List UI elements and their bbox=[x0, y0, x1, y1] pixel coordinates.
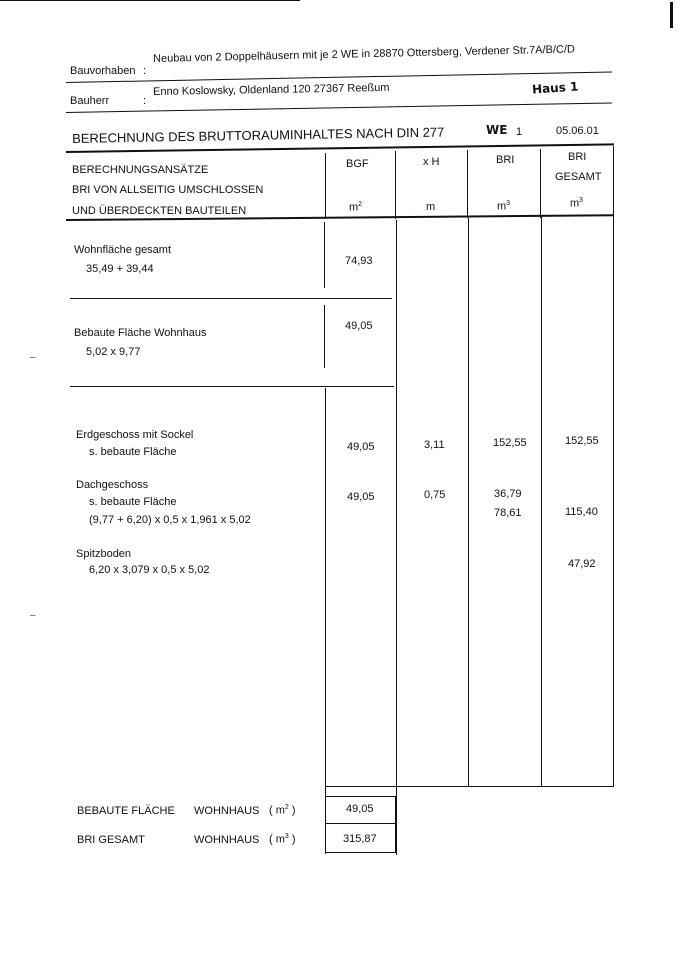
bebaute-bgf: 49,05 bbox=[345, 320, 373, 332]
wohnflaeche-formula: 35,49 + 39,44 bbox=[86, 263, 154, 275]
body-sep-bri bbox=[468, 218, 469, 786]
we-number: 1 bbox=[516, 126, 523, 138]
owner-text: Enno Koslowsky, Oldenland 120 27367 Reeßum bbox=[152, 81, 390, 98]
calc-date: 05.06.01 bbox=[556, 125, 599, 137]
owner-label: Bauherr bbox=[70, 95, 110, 107]
row-sep-2 bbox=[70, 386, 394, 387]
punch-mark-1: – bbox=[30, 352, 36, 363]
punch-mark-2: – bbox=[30, 610, 36, 621]
summary-bebaute-label: BEBAUTE FLÄCHE bbox=[77, 805, 175, 817]
header-sep-4 bbox=[540, 149, 541, 218]
project-label: Bauvorhaben bbox=[70, 65, 136, 77]
project-text: Neubau von 2 Doppelhäusern mit je 2 WE in 28870 Ottersberg, Verdener Str.7A/B/C/D bbox=[152, 43, 576, 65]
header-sep-2 bbox=[395, 151, 396, 219]
summary-bri-value: 315,87 bbox=[343, 833, 377, 845]
calc-title: BERECHNUNG DES BRUTTORAUMINHALTES NACH DIN 277 bbox=[71, 124, 445, 146]
body-sep-bgf-upper bbox=[324, 222, 325, 288]
spitzboden-label: Spitzboden bbox=[76, 548, 132, 560]
erdgeschoss-sub: s. bebaute Fläche bbox=[89, 446, 177, 458]
header-sep-3 bbox=[467, 150, 468, 218]
body-sep-bgf-upper-2 bbox=[324, 305, 325, 368]
owner-sep: : bbox=[143, 95, 147, 107]
summary-bri-label: BRI GESAMT bbox=[77, 834, 145, 846]
bebaute-formula: 5,02 x 9,77 bbox=[86, 346, 141, 358]
header-sep-1 bbox=[325, 153, 326, 219]
col-gesamt-header-1: BRI bbox=[568, 151, 587, 163]
col-gesamt-unit: $m^3$ bbox=[570, 197, 584, 210]
col-bri-header: BRI bbox=[496, 154, 515, 166]
col-bri-unit: $m^3$ bbox=[497, 200, 511, 213]
summary-bri-mid: WOHNHAUS bbox=[194, 834, 260, 846]
owner-underline bbox=[66, 102, 612, 113]
title-underline bbox=[66, 143, 614, 153]
dachgeschoss-label: Dachgeschoss bbox=[76, 479, 149, 491]
row-sep-1 bbox=[70, 298, 392, 299]
wohnflaeche-label: Wohnfläche gesamt bbox=[74, 244, 172, 256]
dachgeschoss-gesamt: 115,40 bbox=[565, 506, 598, 518]
dachgeschoss-bri-2: 78,61 bbox=[494, 507, 522, 519]
top-scan-line bbox=[0, 0, 300, 1]
we-note: WE bbox=[486, 123, 508, 137]
col-gesamt-header-2: GESAMT bbox=[555, 171, 602, 183]
erdgeschoss-bgf: 49,05 bbox=[347, 441, 375, 453]
summary-bri-unit: ( $m^3$ ) bbox=[269, 833, 296, 846]
bebaute-label: Bebaute Fläche Wohnhaus bbox=[74, 327, 207, 339]
body-sep-right bbox=[613, 216, 614, 786]
summary-bebaute-unit: ( $m^2$ ) bbox=[269, 804, 296, 817]
summary-box-divider bbox=[325, 823, 396, 824]
spitzboden-gesamt: 47,92 bbox=[568, 558, 596, 570]
dachgeschoss-bri-1: 36,79 bbox=[494, 488, 522, 500]
col-bgf-unit: $m^2$ bbox=[349, 201, 363, 214]
col-xh-header: x H bbox=[423, 156, 440, 168]
table-bottom-line bbox=[326, 786, 614, 787]
col-left-line2: BRI VON ALLSEITIG UMSCHLOSSEN bbox=[72, 184, 264, 196]
erdgeschoss-h: 3,11 bbox=[424, 439, 445, 451]
wohnflaeche-bgf: 74,93 bbox=[345, 255, 373, 267]
spitzboden-formula: 6,20 x 3,079 x 0,5 x 5,02 bbox=[89, 564, 210, 576]
body-sep-xh bbox=[396, 220, 397, 855]
col-left-line3: UND ÜBERDECKTEN BAUTEILEN bbox=[72, 205, 247, 217]
dachgeschoss-sub: s. bebaute Fläche bbox=[89, 496, 177, 508]
dachgeschoss-bgf: 49,05 bbox=[347, 491, 375, 503]
project-underline bbox=[66, 72, 612, 83]
erdgeschoss-bri: 152,55 bbox=[493, 437, 527, 449]
erdgeschoss-gesamt: 152,55 bbox=[565, 435, 599, 447]
col-left-line1: BERECHNUNGSANSÄTZE bbox=[72, 164, 209, 176]
erdgeschoss-label: Erdgeschoss mit Sockel bbox=[76, 429, 194, 441]
dachgeschoss-h: 0,75 bbox=[424, 489, 446, 501]
summary-bebaute-mid: WOHNHAUS bbox=[194, 805, 260, 817]
project-sep: : bbox=[143, 65, 147, 77]
body-sep-gesamt bbox=[541, 217, 542, 786]
summary-bebaute-value: 49,05 bbox=[346, 803, 374, 815]
col-bgf-header: BGF bbox=[346, 158, 369, 170]
haus-note: Haus 1 bbox=[531, 79, 579, 97]
body-sep-bgf-lower bbox=[325, 388, 326, 854]
col-xh-unit: m bbox=[426, 201, 436, 213]
edge-mark bbox=[670, 2, 673, 28]
dachgeschoss-formula: (9,77 + 6,20) x 0,5 x 1,961 x 5,02 bbox=[89, 514, 251, 526]
header-sep-5 bbox=[613, 146, 614, 218]
